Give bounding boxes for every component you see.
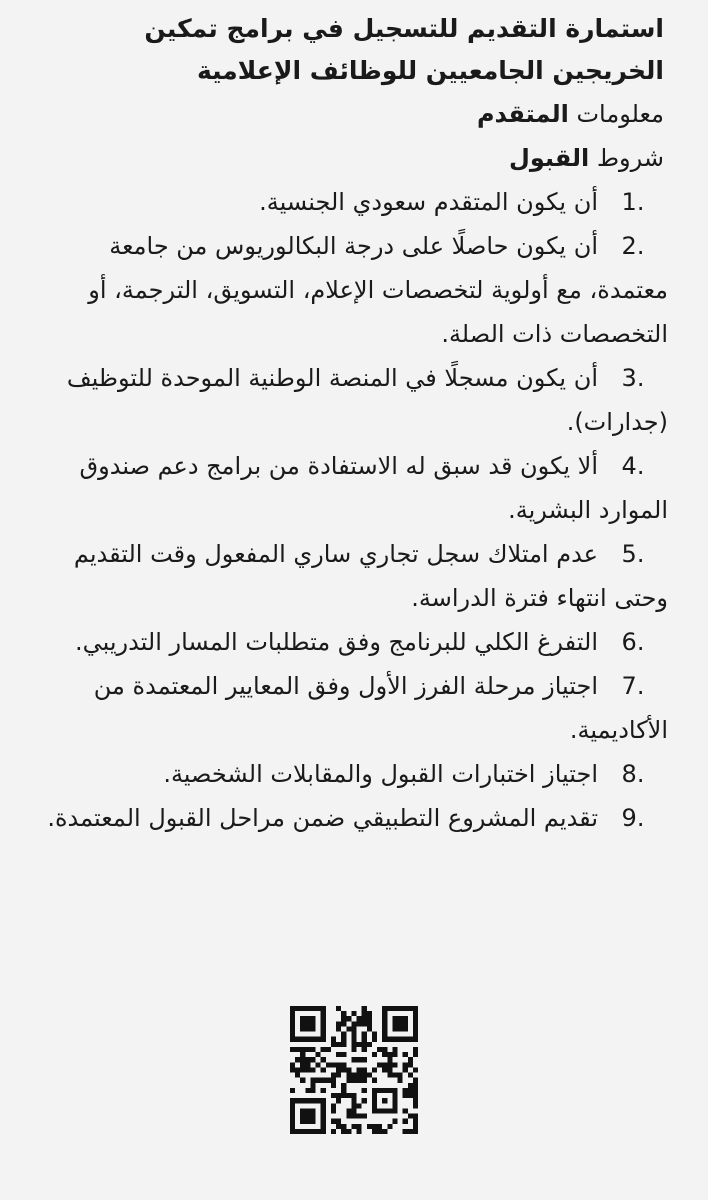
conditions-list (40, 180, 668, 840)
list-item-number: 8. (621, 760, 645, 788)
list-item (40, 664, 668, 752)
applicant-info-heading (40, 92, 668, 136)
list-item-number: 9. (621, 804, 645, 832)
list-item (40, 444, 668, 532)
list-item-number: 2. (621, 232, 645, 260)
list-item-number: 5. (621, 540, 645, 568)
list-item-text: عدم امتلاك سجل تجاري ساري المفعول وقت التقديم وحتى انتهاء فترة الدراسة. (73, 540, 668, 612)
list-item (40, 752, 668, 796)
list-item-text: أن يكون حاصلًا على درجة البكالوريوس من جامعة معتمدة، مع أولوية لتخصصات الإعلام، التسويق، الترجمة، أو التخصصات ذات الصلة. (88, 232, 668, 348)
list-item-text: اجتياز مرحلة الفرز الأول وفق المعايير المعتمدة من الأكاديمية. (93, 672, 668, 744)
list-item-text: أن يكون المتقدم سعودي الجنسية. (259, 188, 598, 216)
document-title: استمارة التقديم للتسجيل في برامج تمكين الخريجين الجامعيين للوظائف الإعلامية (144, 14, 664, 85)
qr-code-icon[interactable] (290, 1006, 418, 1134)
list-item-number: 4. (621, 452, 645, 480)
applicant-info-bold: المتقدم (476, 100, 569, 128)
acceptance-bold: القبول (509, 144, 590, 172)
list-item (40, 180, 668, 224)
applicant-info-prefix: معلومات (576, 100, 664, 128)
list-item (40, 224, 668, 356)
list-item-number: 1. (621, 188, 645, 216)
list-item-number: 7. (621, 672, 645, 700)
qr-code-graphic (290, 1006, 418, 1134)
list-item-number: 3. (621, 364, 645, 392)
list-item-text: ألا يكون قد سبق له الاستفادة من برامج دعم صندوق الموارد البشرية. (79, 452, 668, 524)
list-item-text: تقديم المشروع التطبيقي ضمن مراحل القبول المعتمدة. (47, 804, 598, 832)
list-item-text: أن يكون مسجلًا في المنصة الوطنية الموحدة للتوظيف (جدارات). (66, 364, 668, 436)
list-item-text: التفرغ الكلي للبرنامج وفق متطلبات المسار التدريبي. (74, 628, 598, 656)
list-item (40, 796, 668, 840)
list-item (40, 356, 668, 444)
list-item (40, 532, 668, 620)
list-item (40, 620, 668, 664)
acceptance-prefix: شروط (596, 144, 664, 172)
list-item-number: 6. (621, 628, 645, 656)
acceptance-heading (40, 136, 668, 180)
list-item-text: اجتياز اختبارات القبول والمقابلات الشخصية. (163, 760, 598, 788)
